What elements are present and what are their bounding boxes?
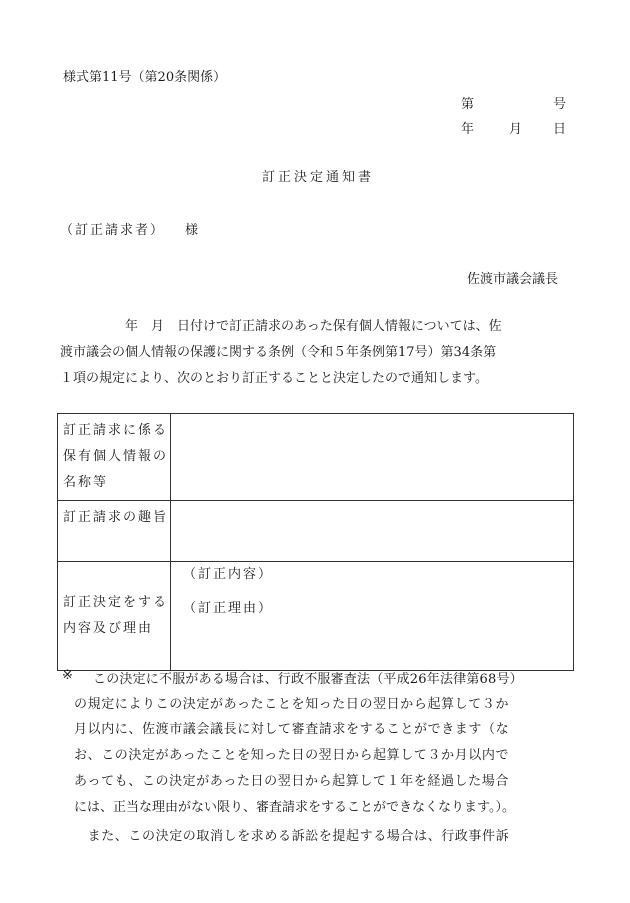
form-number: 様式第11号（第20条関係） (63, 70, 227, 85)
date-year: 年 (461, 122, 475, 137)
note-mark: ※ (62, 668, 73, 683)
row3-sub-reason: （訂正理由） (183, 601, 274, 616)
note-line-1: この決定に不服がある場合は、行政不服審査法（平成26年法律第68号） (93, 672, 523, 687)
row3-sub-content: （訂正内容） (183, 567, 274, 582)
body-line-1: 年 月 日付けで訂正請求のあった保有個人情報については、佐 (60, 319, 502, 334)
table-row (58, 501, 574, 562)
note-line-4: お、この決定があったことを知った日の翌日から起算して３か月以内で (74, 748, 510, 763)
row3-sub-spacer (183, 585, 561, 599)
recipient-honorific: 様 (185, 223, 199, 238)
date-month: 月 (509, 122, 523, 137)
row2-label: 訂正請求の趣旨 (58, 501, 171, 562)
body-line-3: １項の規定により、次のとおり訂正することと決定したので通知します。 (60, 371, 488, 386)
row2-value (171, 501, 574, 562)
row1-label: 訂正請求に係る保有個人情報の名称等 (58, 414, 171, 501)
note-line-5: あっても、この決定があった日の翌日から起算して１年を経過した場合 (74, 774, 509, 789)
doc-number-go: 号 (553, 97, 567, 112)
sender: 佐渡市議会議長 (467, 272, 559, 287)
row3-value (171, 562, 574, 671)
note-line-3: 月以内に、佐渡市議会議長に対して審査請求をすることができます（な (74, 722, 510, 737)
table-row (58, 414, 574, 501)
doc-number-dai: 第 (461, 97, 475, 112)
recipient-name: （訂正請求者） (60, 223, 166, 238)
row1-value (171, 414, 574, 501)
body-line-2: 渡市議会の個人情報の保護に関する条例（令和５年条例第17号）第34条第 (60, 345, 497, 360)
note-line-2: の規定によりこの決定があったことを知った日の翌日から起算して３か (74, 697, 510, 712)
date-day: 日 (553, 122, 567, 137)
note-line-7: また、この決定の取消しを求める訴訟を提起する場合は、行政事件訴 (74, 829, 510, 844)
decision-table (57, 413, 574, 671)
document-title: 訂正決定通知書 (262, 170, 375, 185)
note-line-6: には、正当な理由がない限り、審査請求をすることができなくなります。）。 (74, 800, 515, 815)
table-row (58, 562, 574, 671)
row3-label: 訂正決定をする内容及び理由 (58, 562, 171, 671)
